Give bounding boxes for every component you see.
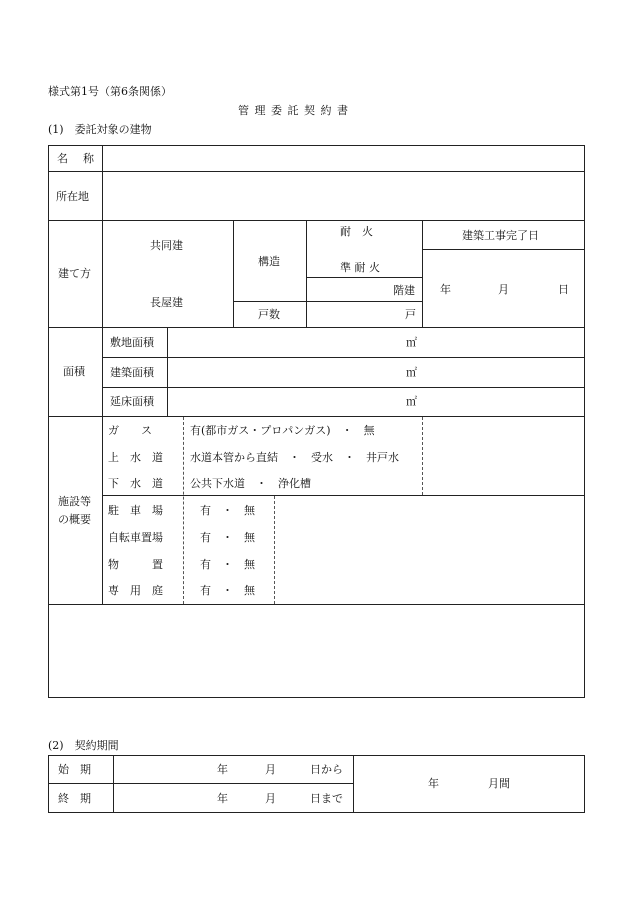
address-label: 所在地 [56,190,89,203]
area-label: 面積 [63,365,85,378]
facilities-label-line1: 施設等 [58,495,91,508]
document-title: 管 理 委 託 契 約 書 [238,104,349,117]
duration-months: 月間 [488,777,510,790]
amenity-label: 専 用 庭 [108,584,163,597]
start-month: 月 [265,763,276,776]
section2-heading: (2) 契約期間 [48,739,119,752]
juntaika-option: 準 耐 火 [340,261,380,274]
amenity-options: 有 ・ 無 [200,558,255,571]
form-label: 様式第1号（第6条関係） [48,85,172,98]
section1-heading: (1) 委託対象の建物 [48,123,152,136]
utility-label: ガ ス [108,424,152,437]
area-item-label: 敷地面積 [110,336,154,349]
utility-options: 有(都市ガス・プロパンガス) ・ 無 [190,424,375,437]
start-year: 年 [217,763,228,776]
end-year: 年 [217,792,228,805]
name-label: 名 称 [57,152,96,165]
nagaya-option: 長屋建 [150,296,183,309]
completion-month: 月 [498,283,509,296]
completion-day: 日 [558,283,569,296]
utility-options: 水道本管から直結 ・ 受水 ・ 井戸水 [190,451,399,464]
start-label: 始 期 [58,763,91,776]
utility-label: 上 水 道 [108,451,163,464]
amenity-options: 有 ・ 無 [200,531,255,544]
area-item-unit: ㎡ [406,336,417,349]
end-month: 月 [265,792,276,805]
units-label: 戸数 [258,308,280,321]
amenity-options: 有 ・ 無 [200,584,255,597]
area-item-unit: ㎡ [406,366,417,379]
amenity-options: 有 ・ 無 [200,504,255,517]
area-item-unit: ㎡ [406,395,417,408]
taika-option: 耐 火 [340,225,373,238]
amenity-label: 物 置 [108,558,163,571]
amenity-label: 自転車置場 [108,531,163,544]
area-item-label: 延床面積 [110,395,154,408]
kyodo-option: 共同建 [150,239,183,252]
amenity-label: 駐 車 場 [108,504,163,517]
completion-label: 建築工事完了日 [462,229,539,242]
units-unit: 戸 [405,308,416,321]
utility-label: 下 水 道 [108,477,163,490]
utility-options: 公共下水道 ・ 浄化槽 [190,477,311,490]
floors-unit: 階建 [393,284,415,297]
facilities-label-line2: の概要 [58,513,91,526]
area-item-label: 建築面積 [110,366,154,379]
build-type-label: 建て方 [58,267,91,280]
end-day: 日まで [310,792,343,805]
start-day: 日から [310,763,343,776]
completion-year: 年 [440,283,451,296]
duration-year: 年 [428,777,439,790]
end-label: 終 期 [58,792,91,805]
structure-label: 構造 [258,255,280,268]
